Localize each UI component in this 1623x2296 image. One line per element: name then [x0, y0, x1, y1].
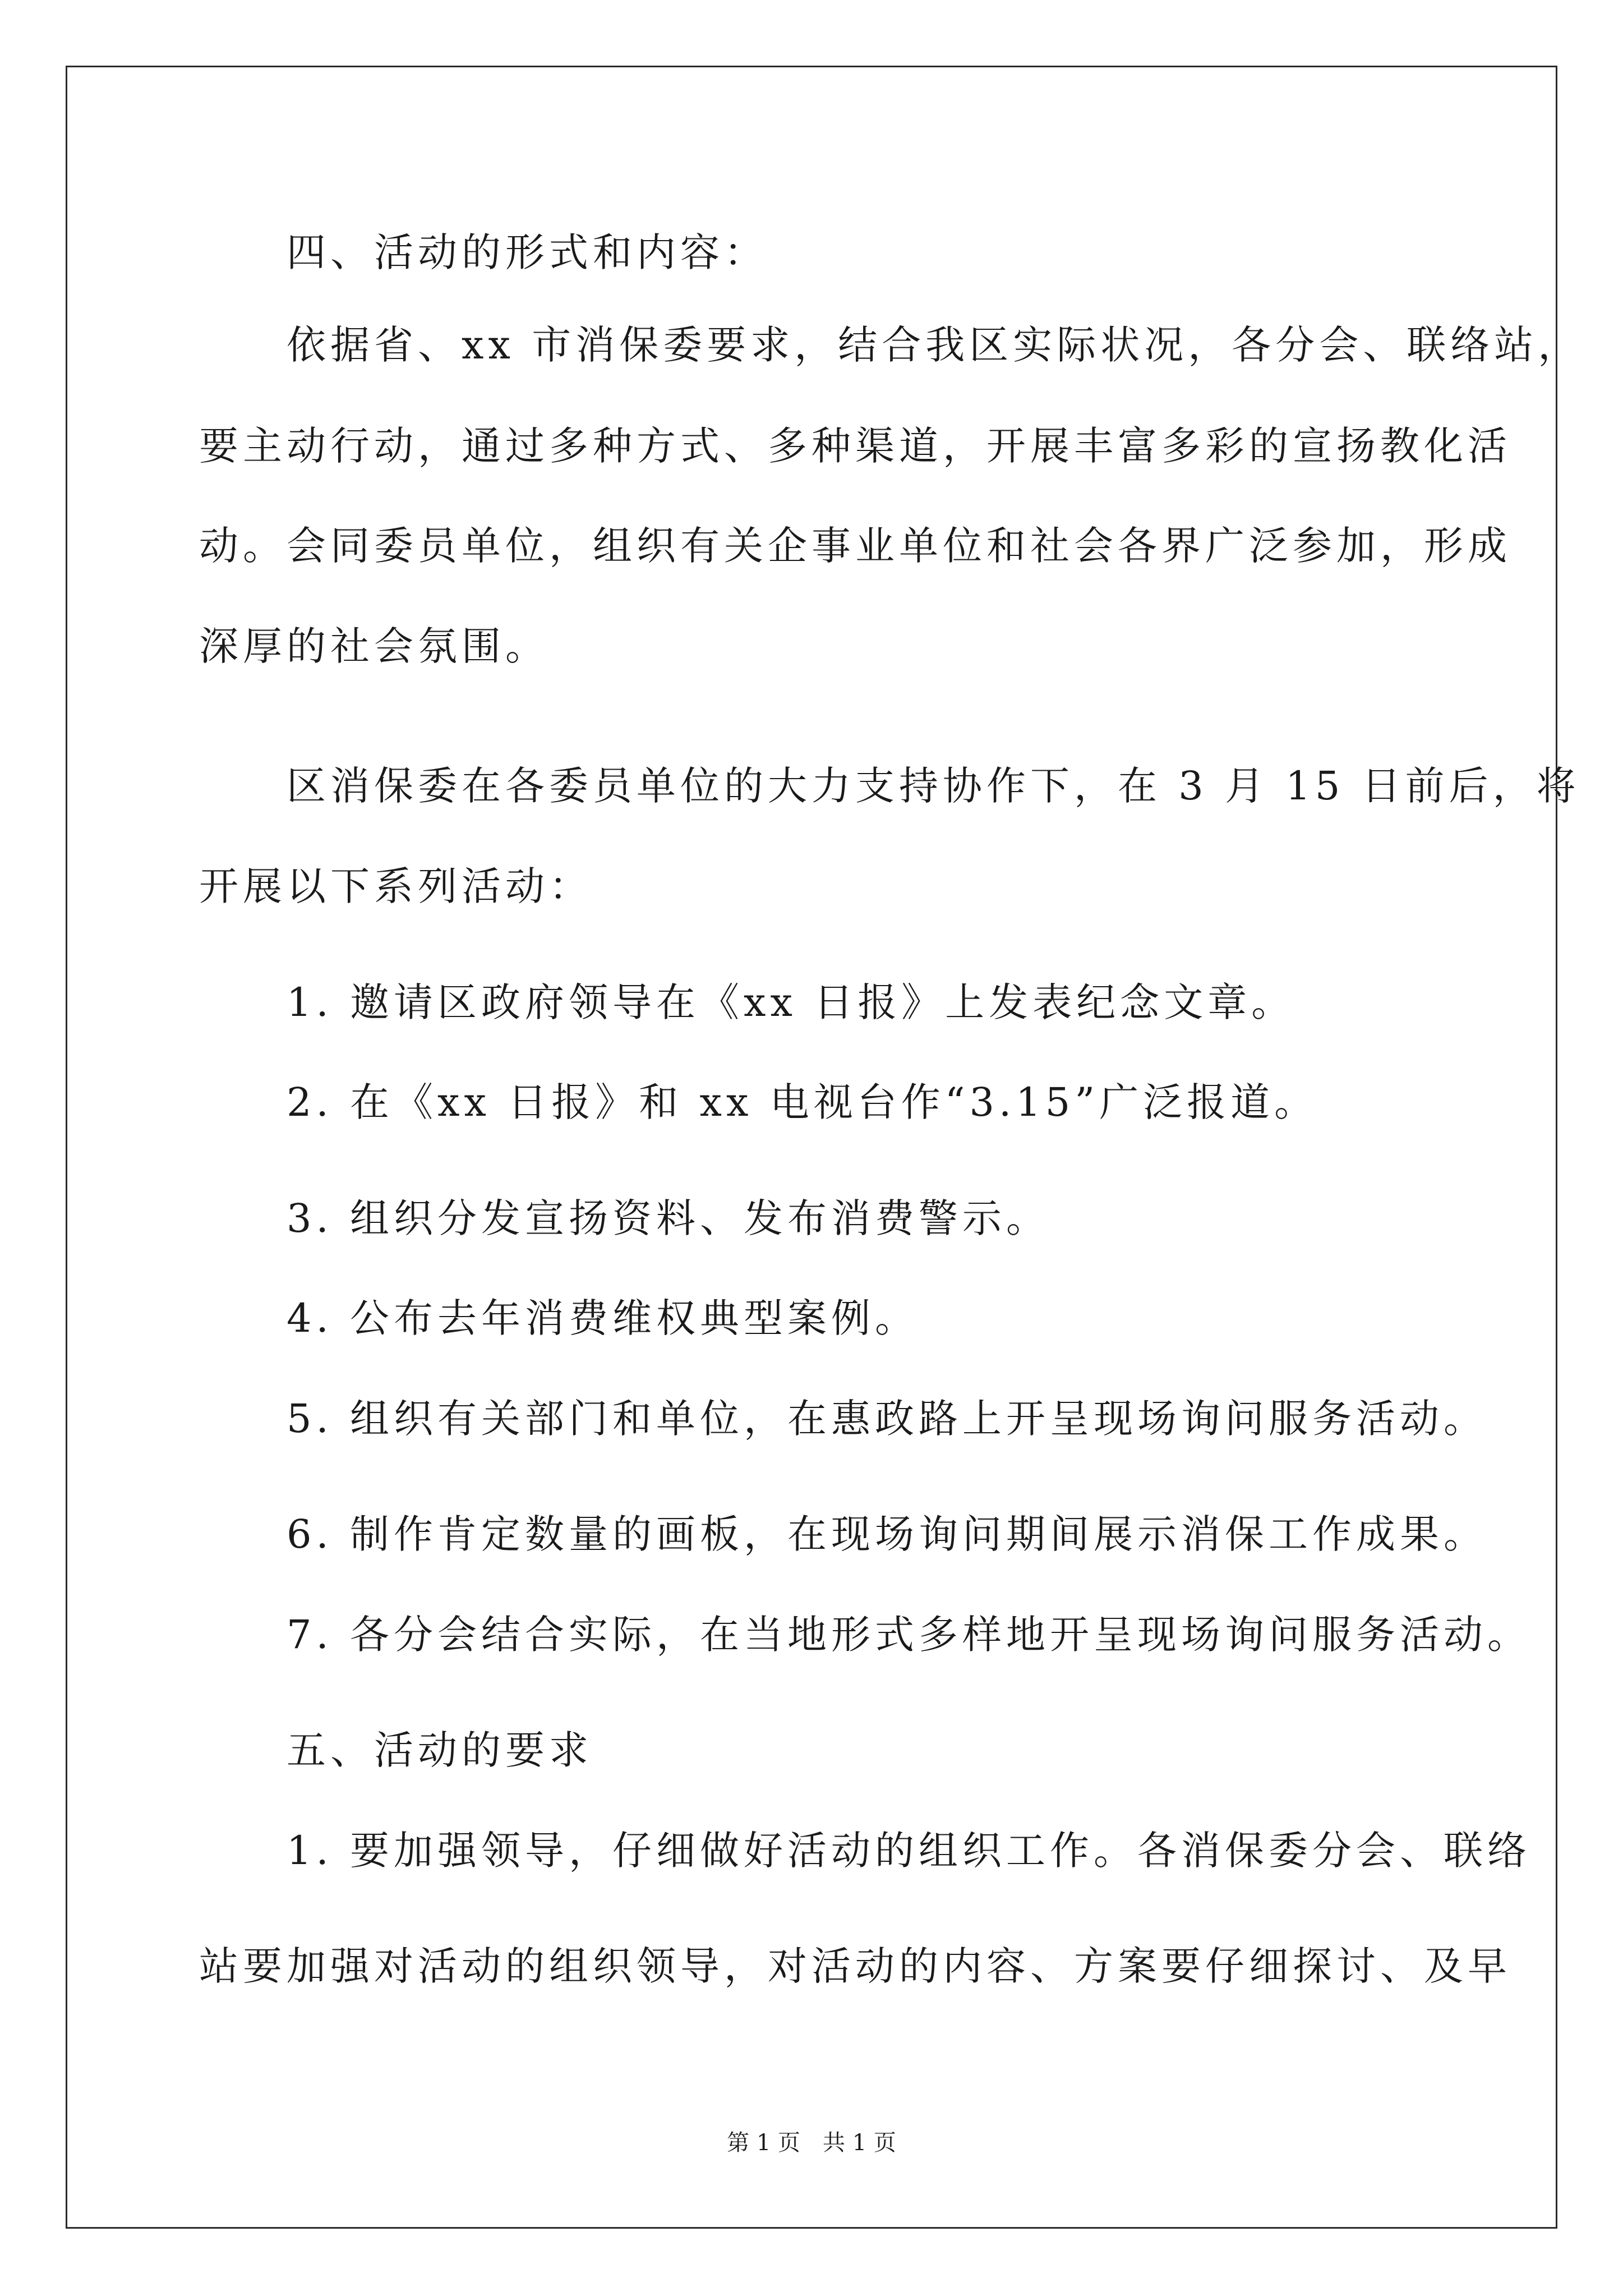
text-line-section-4-heading: 四、活动的形式和内容：	[199, 229, 768, 275]
page-border	[66, 66, 1557, 2229]
page-number-footer: 第 1 页 共 1 页	[727, 2130, 896, 2156]
list-item-6: 6. 制作肯定数量的画板，在现场询问期间展示消保工作成果。	[199, 1511, 1488, 1557]
text-line: 依据省、xx 市消保委要求，结合我区实际状况，各分会、联络站，	[199, 322, 1582, 368]
text-line: 深厚的社会氛围。	[199, 623, 549, 669]
list-item-7: 7. 各分会结合实际，在当地形式多样地开呈现场询问服务活动。	[199, 1612, 1532, 1658]
list-item-2: 2. 在《xx 日报》和 xx 电视台作“3.15”广泛报道。	[199, 1079, 1318, 1125]
text-line: 开展以下系列活动：	[199, 863, 593, 909]
text-line: 站要加强对活动的组织领导，对活动的内容、方案要仔细探讨、及早	[199, 1943, 1511, 1989]
text-line: 动。会同委员单位，组织有关企事业单位和社会各界广泛参加，形成	[199, 523, 1511, 569]
text-line: 1. 要加强领导，仔细做好活动的组织工作。各消保委分会、联络	[199, 1828, 1532, 1874]
list-item-4: 4. 公布去年消费维权典型案例。	[199, 1295, 919, 1341]
list-item-5: 5. 组织有关部门和单位，在惠政路上开呈现场询问服务活动。	[199, 1396, 1488, 1442]
text-line: 要主动行动，通过多种方式、多种渠道，开展丰富多彩的宣扬教化活	[199, 423, 1511, 469]
text-line-section-5-heading: 五、活动的要求	[199, 1727, 593, 1773]
list-item-3: 3. 组织分发宣扬资料、发布消费警示。	[199, 1195, 1050, 1241]
list-item-1: 1. 邀请区政府领导在《xx 日报》上发表纪念文章。	[199, 979, 1295, 1025]
text-line: 区消保委在各委员单位的大力支持协作下，在 3 月 15 日前后，将	[199, 763, 1580, 809]
